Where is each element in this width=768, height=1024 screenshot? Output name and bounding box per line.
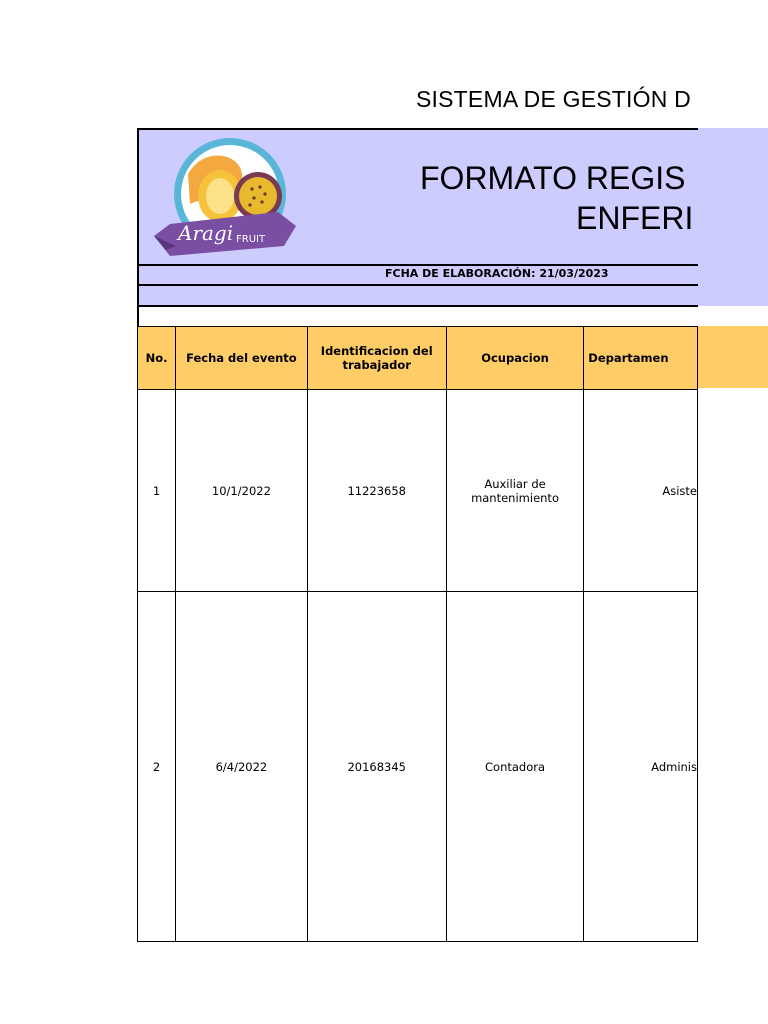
table-row <box>138 592 698 942</box>
cell-fecha: 6/4/2022 <box>176 592 308 942</box>
divider <box>137 305 698 307</box>
cell-departamento: Adminis <box>584 592 698 942</box>
column-header-fecha: Fecha del evento <box>176 327 308 390</box>
elaboration-date: FCHA DE ELABORACIÓN: 21/03/2023 <box>385 267 609 280</box>
column-header-departamento: Departamen <box>584 327 698 390</box>
records-table <box>137 326 698 942</box>
column-header-no: No. <box>138 327 176 390</box>
cell-ocupacion: Contadora <box>446 592 584 942</box>
column-header-identificacion: Identificacion del trabajador <box>307 327 446 390</box>
column-header-ocupacion: Ocupacion <box>446 327 584 390</box>
logo-brand-text: Aragi <box>178 221 234 245</box>
divider <box>137 284 698 286</box>
system-title: SISTEMA DE GESTIÓN D <box>416 86 691 112</box>
cell-identificacion: 11223658 <box>307 390 446 592</box>
table-header-row <box>138 327 698 390</box>
spacer-row <box>137 306 698 326</box>
form-title-line-2: ENFERI <box>576 200 694 236</box>
cell-no: 2 <box>138 592 176 942</box>
cell-identificacion: 20168345 <box>307 592 446 942</box>
divider <box>137 264 698 266</box>
table-row <box>138 390 698 592</box>
form-title-line-1: FORMATO REGIS <box>420 160 686 196</box>
logo-brand-suffix: FRUIT <box>236 234 266 245</box>
aragi-fruit-logo <box>150 134 300 262</box>
cell-ocupacion: Auxiliar de mantenimiento <box>446 390 584 592</box>
cell-fecha: 10/1/2022 <box>176 390 308 592</box>
cell-departamento: Asiste <box>584 390 698 592</box>
cell-no: 1 <box>138 390 176 592</box>
column-header-extension <box>698 326 768 388</box>
header-background-extension <box>698 128 768 306</box>
